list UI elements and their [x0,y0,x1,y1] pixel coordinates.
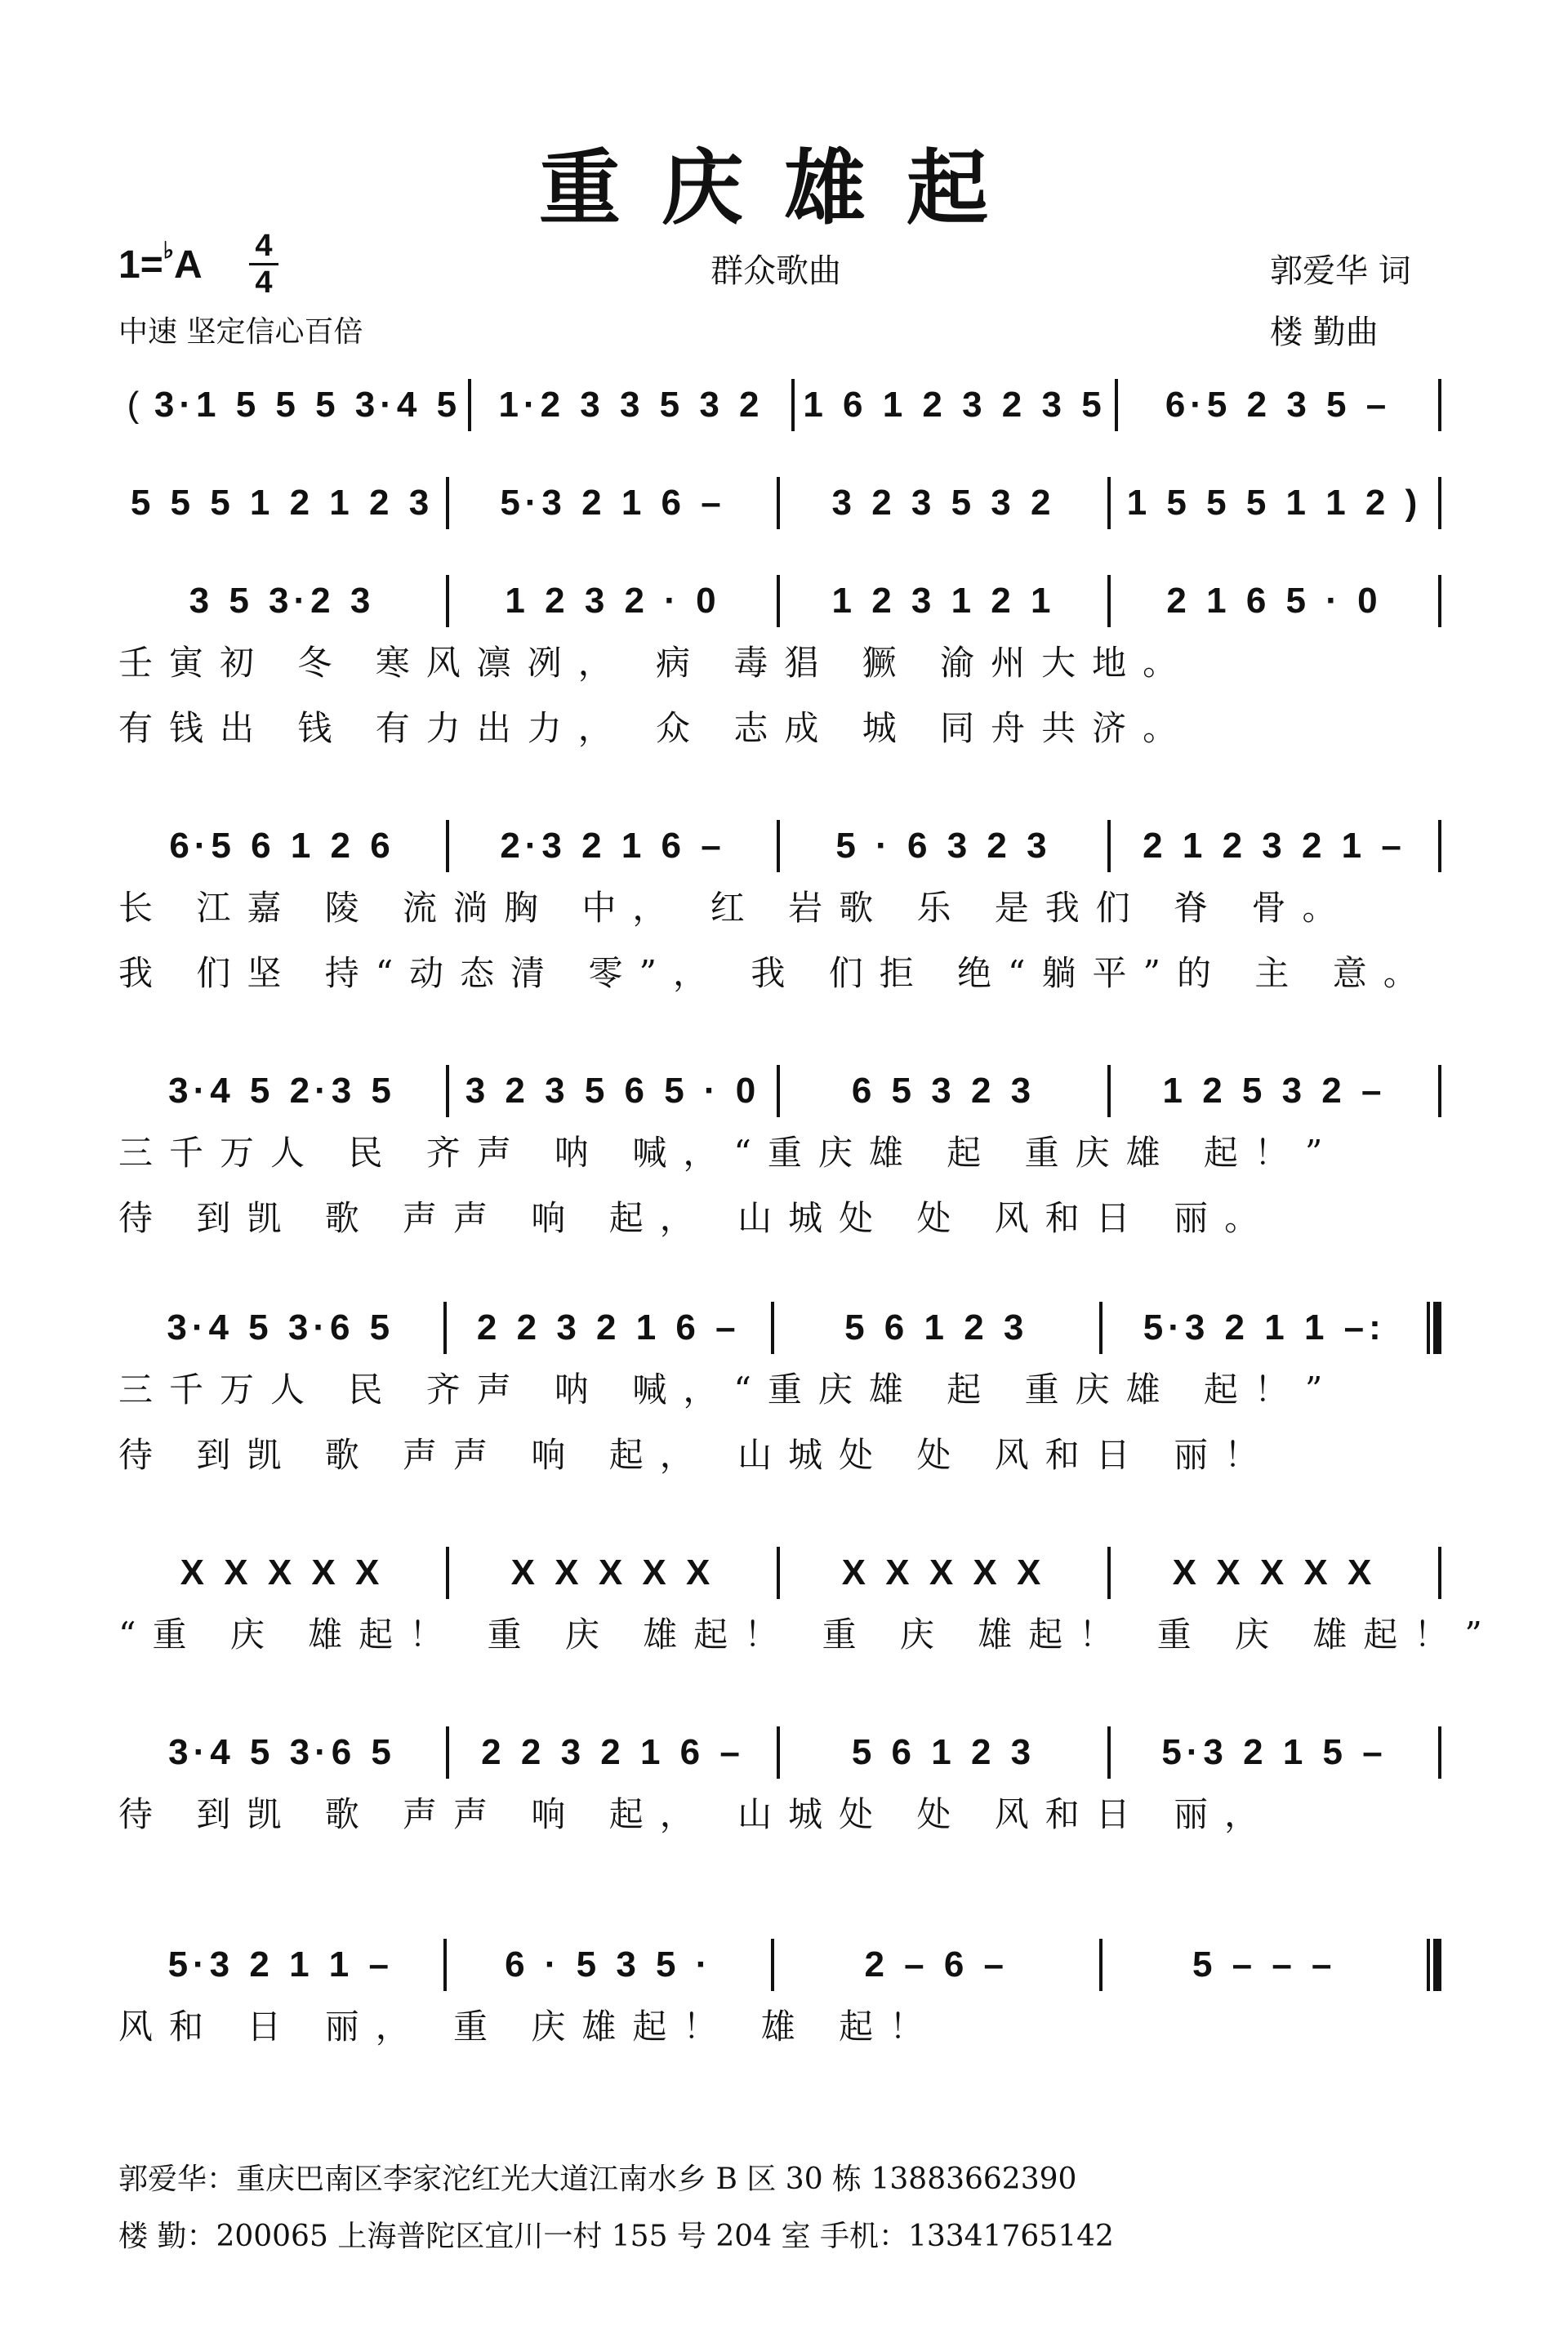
flat-sign: ♭ [163,238,174,263]
lyric-line: 有钱出 钱 有力出力， 众 志成 城 同舟共济。 [118,708,1194,748]
measure-notes: X X X X X [510,1552,715,1592]
score-system [118,817,1441,1006]
key-signature [118,237,203,287]
measure [447,1307,772,1348]
lyric-line: 待 到凯 歌 声声 响 起， 山城处 处 风和日 丽， [118,1794,1276,1834]
contact-composer: 楼 勤：200065 上海普陀区宜川一村 155 号 204 室 手机：13341765142 [118,2220,1114,2253]
measure [1111,1552,1438,1593]
song-title: 重庆雄起 [539,140,1029,236]
barline [1438,379,1441,431]
measure [1111,826,1438,866]
measure [118,1307,443,1348]
measure-notes: 6 · 5 3 5 · [505,1944,713,1984]
open-paren: ( [127,385,140,425]
time-numerator: 4 [255,229,273,263]
score-system [118,474,1441,532]
measure-notes: 2 – 6 – [864,1944,1009,1984]
lyric-line: 风和 日 丽， 重 庆雄起！ 雄 起！ [118,2007,941,2047]
measure [471,385,791,425]
measure [774,1307,1099,1348]
measure [1111,1732,1438,1773]
lyric-line: “重 庆 雄起！ 重 庆 雄起！ 重 庆 雄起！ 重 庆 雄起！” [118,1615,1499,1655]
notation-row [118,1723,1441,1782]
measure [1102,1307,1428,1348]
notation-row [118,1062,1441,1120]
notation-row [118,1544,1441,1602]
measure [1118,385,1438,425]
measure [780,581,1107,621]
measure [118,1944,443,1985]
barline [1438,820,1441,872]
measure [1111,581,1438,621]
lyric-line: 长 江嘉 陵 流淌胸 中， 红 岩歌 乐 是我们 脊 骨。 [118,888,1353,928]
measure [774,1944,1099,1985]
measure [780,483,1107,523]
score-system [118,572,1441,761]
lyric-line: 三千万人 民 齐声 呐 喊，“重庆雄 起 重庆雄 起！” [118,1133,1339,1173]
measure-notes: 5 · 6 3 2 3 [835,826,1052,866]
measure-notes: X X X X X [841,1552,1046,1592]
measure-notes: X X X X X [180,1552,385,1592]
notation-row [118,817,1441,875]
measure-notes: 1·2 3 3 5 3 2 [498,385,764,425]
measure-notes: 6·5 2 3 5 – [1165,385,1392,425]
measure-notes: 2 1 6 5 · 0 [1166,581,1383,621]
score-system [118,1544,1499,1668]
measure-notes: 5·3 2 1 6 – [500,483,726,523]
lyric-line: 我 们坚 持“动态清 零”， 我 们拒 绝“躺平”的 主 意。 [118,953,1434,993]
measure-notes: 5 6 1 2 3 [851,1732,1036,1772]
measure [447,1944,772,1985]
score-system [118,1723,1441,1847]
measure [449,1071,777,1111]
final-barline [1427,1939,1441,1991]
measure-notes: 2 1 2 3 2 1 – [1143,826,1406,866]
notation-row [118,572,1441,630]
barline [1438,1726,1441,1779]
measure [118,826,446,866]
measure [118,1071,446,1111]
contact-lyricist: 郭爱华：重庆巴南区李家沱红光大道江南水乡 B 区 30 栋 13883662390 [118,2163,1077,2196]
lyric-line: 待 到凯 歌 声声 响 起， 山城处 处 风和日 丽！ [118,1435,1276,1475]
measure-notes: 2·3 2 1 6 – [500,826,726,866]
measure [449,581,777,621]
measure-notes: 2 2 3 2 1 6 – [476,1307,741,1348]
measure-notes: 5·3 2 1 5 – [1161,1732,1388,1772]
key-prefix: 1= [118,243,163,287]
measure-notes: 2 2 3 2 1 6 – [481,1732,745,1772]
measure [449,1732,777,1773]
measure [118,1552,446,1593]
measure-notes: 1 6 1 2 3 2 3 5 [803,385,1107,425]
measure [148,385,468,425]
tempo-marking: 中速 坚定信心百倍 [118,315,363,349]
time-denominator: 4 [255,265,273,300]
score-system [118,1062,1441,1251]
measure [449,483,777,523]
measure [449,1552,777,1593]
measure-notes: 3·4 5 2·3 5 [168,1071,396,1111]
lyric-line: 壬寅初 冬 寒风凛冽， 病 毒猖 獗 渝州大地。 [118,643,1194,683]
measure [118,483,446,523]
score-system [118,1298,1441,1488]
measure-notes: 1 2 5 3 2 – [1162,1071,1387,1111]
measure-notes: 1 2 3 1 2 1 [831,581,1056,621]
measure [449,826,777,866]
notation-row [118,1936,1441,1994]
barline [1438,477,1441,529]
measure [118,1732,446,1773]
key-note: A [173,243,203,287]
measure-notes: 3·1 5 5 5 3·4 5 [154,385,462,425]
measure [1111,1071,1438,1111]
genre-label: 群众歌曲 [710,252,841,290]
measure [780,1552,1107,1593]
measure [795,385,1115,425]
measure [780,1071,1107,1111]
time-signature [249,230,278,298]
measure-notes: 3 2 3 5 6 5 · 0 [465,1071,761,1111]
measure-notes: 6 5 3 2 3 [851,1071,1036,1111]
measure-notes: 3·4 5 3·6 5 [167,1307,395,1348]
composer-credit: 楼 勤曲 [1270,314,1379,351]
measure-notes: 5·3 2 1 1 –: [1143,1307,1386,1348]
measure-notes: 3 5 3·2 3 [189,581,376,621]
measure [1102,1944,1428,1985]
barline [1438,1547,1441,1599]
lyric-line: 三千万人 民 齐声 呐 喊，“重庆雄 起 重庆雄 起！” [118,1370,1339,1410]
notation-row [118,1298,1441,1357]
notation-row [118,474,1441,532]
score-system [118,1936,1441,2060]
barline [1438,575,1441,627]
measure [118,581,446,621]
lyric-line: 待 到凯 歌 声声 响 起， 山城处 处 风和日 丽。 [118,1198,1276,1238]
measure-notes: X X X X X [1172,1552,1377,1592]
final-barline [1427,1302,1441,1354]
lyricist-credit: 郭爱华 词 [1270,252,1411,290]
score-system [118,376,1441,434]
measure-notes: 6·5 6 1 2 6 [169,826,395,866]
measure-notes: 3·4 5 3·6 5 [168,1732,396,1772]
measure [1111,483,1438,523]
measure-notes: 5 6 1 2 3 [844,1307,1029,1348]
measure [780,826,1107,866]
measure-notes: 1 5 5 5 1 1 2 ) [1126,483,1423,523]
measure-notes: 5 5 5 1 2 1 2 3 [130,483,434,523]
measure-notes: 3 2 3 5 3 2 [831,483,1056,523]
measure-notes: 5 – – – [1192,1944,1337,1984]
measure-notes: 1 2 3 2 · 0 [505,581,721,621]
measure [780,1732,1107,1773]
barline [1438,1065,1441,1117]
measure-notes: 5·3 2 1 1 – [167,1944,394,1984]
notation-row [118,376,1441,434]
